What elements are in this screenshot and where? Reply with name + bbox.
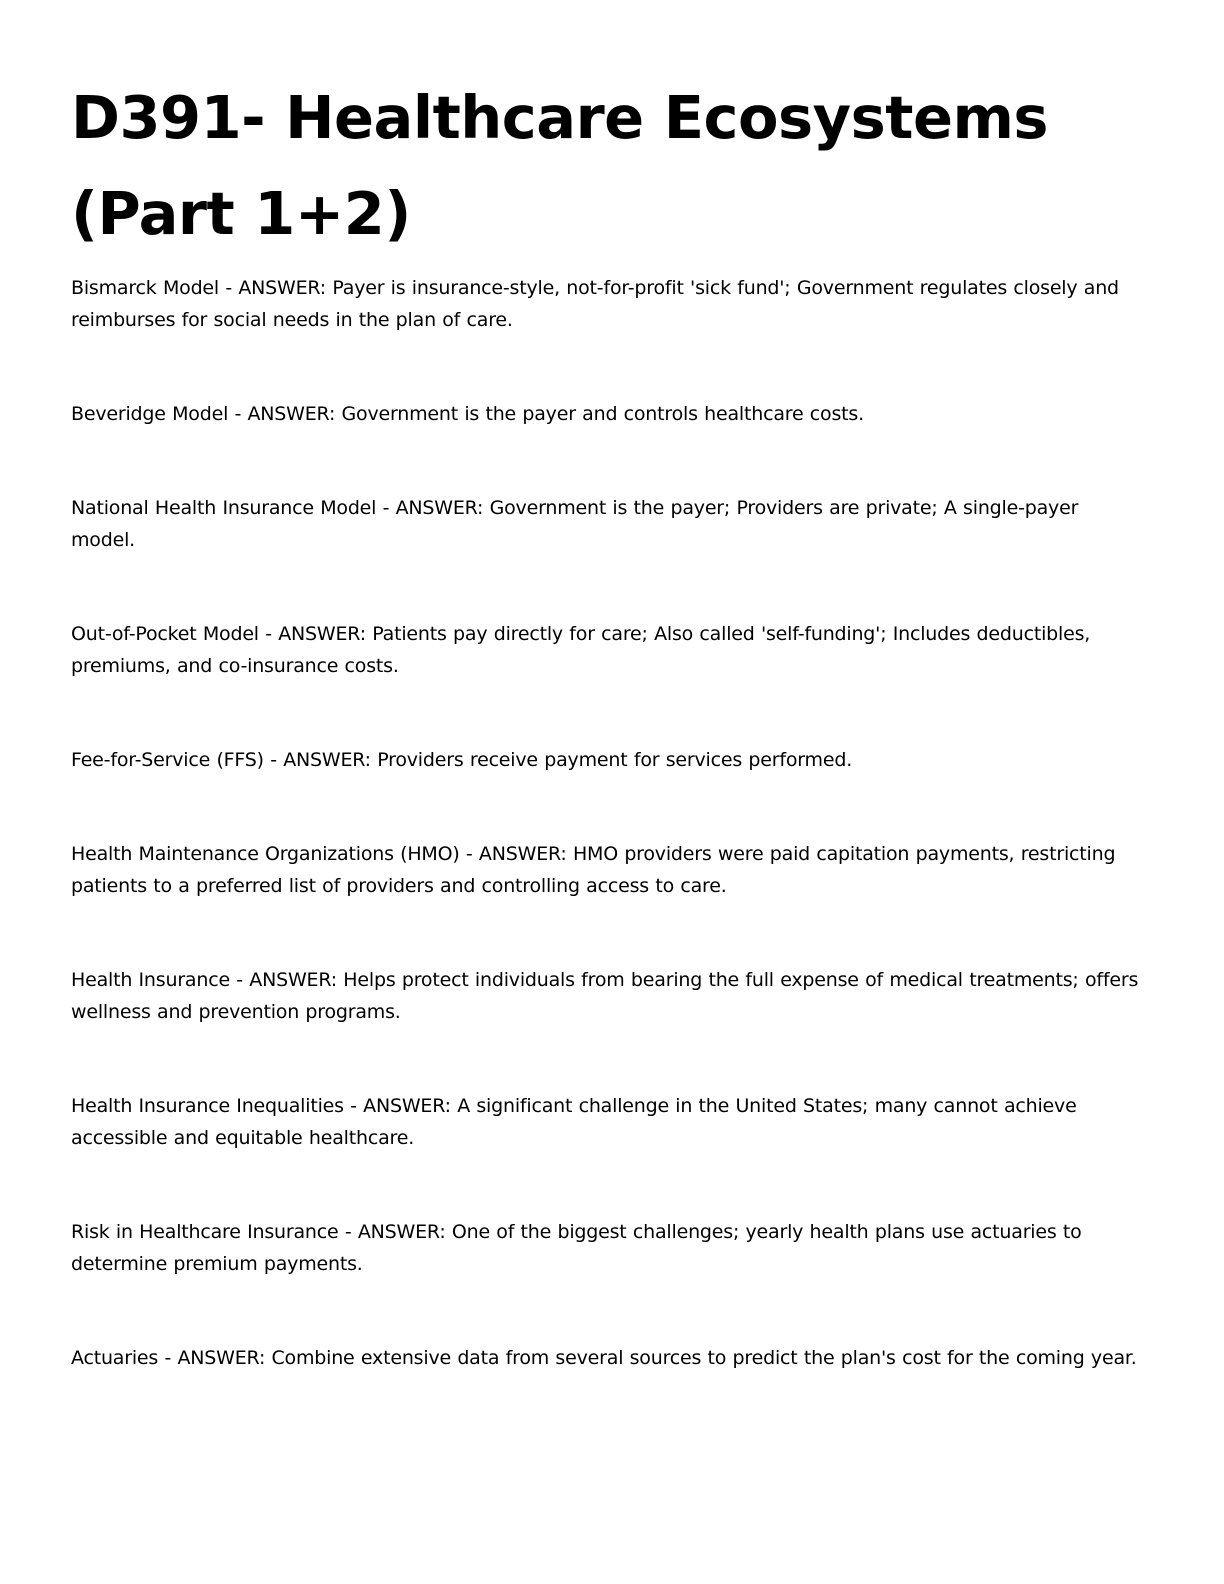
flashcard-entry: Bismarck Model - ANSWER: Payer is insurance-style, not-for-profit 'sick fund'; Government regulates closely and reimburses for social needs in the plan of care. xyxy=(71,277,1119,331)
flashcard-entry: Fee-for-Service (FFS) - ANSWER: Providers receive payment for services performed. xyxy=(71,749,853,771)
flashcard-entry: Health Insurance - ANSWER: Helps protect individuals from bearing the full expense of medical treatments; offers wellness and prevention programs. xyxy=(71,969,1139,1023)
page-title: D391- Healthcare Ecosystems (Part 1+2) xyxy=(71,83,1049,248)
flashcard-entry: National Health Insurance Model - ANSWER: Government is the payer; Providers are private; A single-payer model. xyxy=(71,497,1079,551)
document-page xyxy=(71,70,1146,1374)
flashcard-entry: Risk in Healthcare Insurance - ANSWER: One of the biggest challenges; yearly health plans use actuaries to determine premium payments. xyxy=(71,1221,1082,1275)
flashcard-entry: Health Maintenance Organizations (HMO) - ANSWER: HMO providers were paid capitation payments, restricting patients to a preferred list of providers and controlling access to care. xyxy=(71,843,1116,897)
flashcard-entry: Beveridge Model - ANSWER: Government is the payer and controls healthcare costs. xyxy=(71,403,864,425)
flashcard-list xyxy=(71,272,1146,1374)
flashcard-entry: Health Insurance Inequalities - ANSWER: A significant challenge in the United States; many cannot achieve accessible and equitable healthcare. xyxy=(71,1095,1077,1149)
flashcard-entry: Out-of-Pocket Model - ANSWER: Patients pay directly for care; Also called 'self-funding'; Includes deductibles, premiums, and co-insurance costs. xyxy=(71,623,1091,677)
flashcard-entry: Actuaries - ANSWER: Combine extensive data from several sources to predict the plan's cost for the coming year. xyxy=(71,1347,1137,1369)
